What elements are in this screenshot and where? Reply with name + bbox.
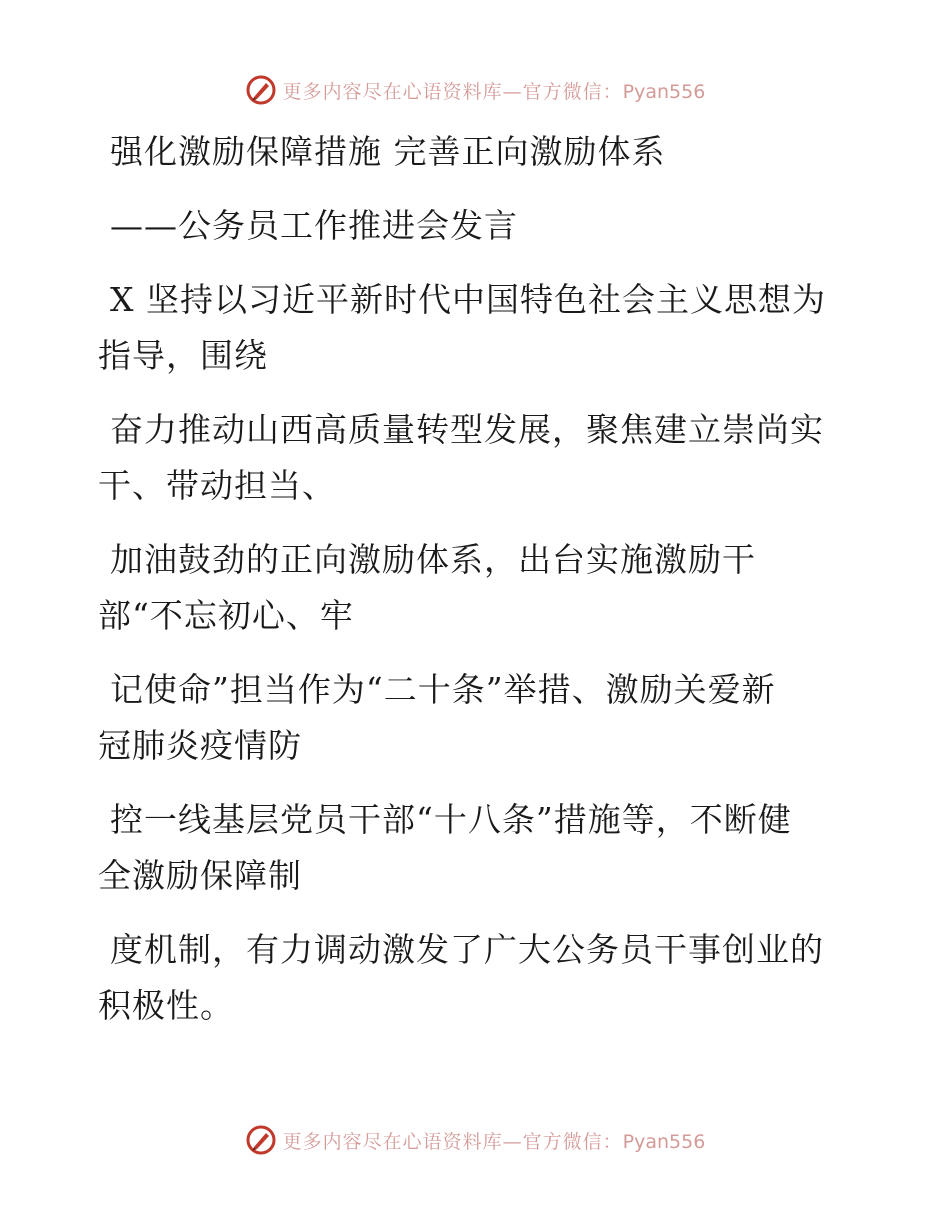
paragraph-line: 记使命”担当作为“二十条”举措、激励关爱新 (110, 670, 776, 709)
paragraph-line: 全激励保障制 (98, 856, 302, 895)
paragraph-line: 指导，围绕 (98, 336, 268, 375)
paragraph-line: 部“不忘初心、牢 (98, 596, 354, 635)
paragraph-line: 控一线基层党员干部“十八条”措施等，不断健 (110, 800, 792, 839)
footer-watermark-content (245, 1124, 706, 1156)
footer-watermark (0, 1120, 950, 1160)
header-wechat-id: Pyan556 (622, 80, 706, 103)
pen-logo-icon (245, 74, 277, 106)
header-watermark-content (245, 74, 706, 106)
document-title: 强化激励保障措施 完善正向激励体系 (110, 132, 666, 171)
pen-logo-icon (245, 1124, 277, 1156)
header-watermark-text: 更多内容尽在心语资料库—官方微信：Pyan556 (282, 80, 706, 103)
paragraph-line: 积极性。 (98, 986, 234, 1025)
paragraph-line: X 坚持以习近平新时代中国特色社会主义思想为 (110, 280, 826, 319)
footer-wechat-id: Pyan556 (622, 1130, 706, 1153)
document-subtitle: ——公务员工作推进会发言 (110, 206, 518, 245)
paragraph-line: 奋力推动山西高质量转型发展，聚焦建立崇尚实 (110, 410, 824, 449)
document-body (98, 124, 838, 1034)
paragraph-line: 度机制，有力调动激发了广大公务员干事创业的 (110, 930, 824, 969)
header-watermark (0, 70, 950, 110)
footer-watermark-text: 更多内容尽在心语资料库—官方微信：Pyan556 (282, 1130, 706, 1153)
paragraph-line: 冠肺炎疫情防 (98, 726, 302, 765)
paragraph-line: 加油鼓劲的正向激励体系，出台实施激励干 (110, 540, 756, 579)
paragraph-line: 干、带动担当、 (98, 466, 336, 505)
